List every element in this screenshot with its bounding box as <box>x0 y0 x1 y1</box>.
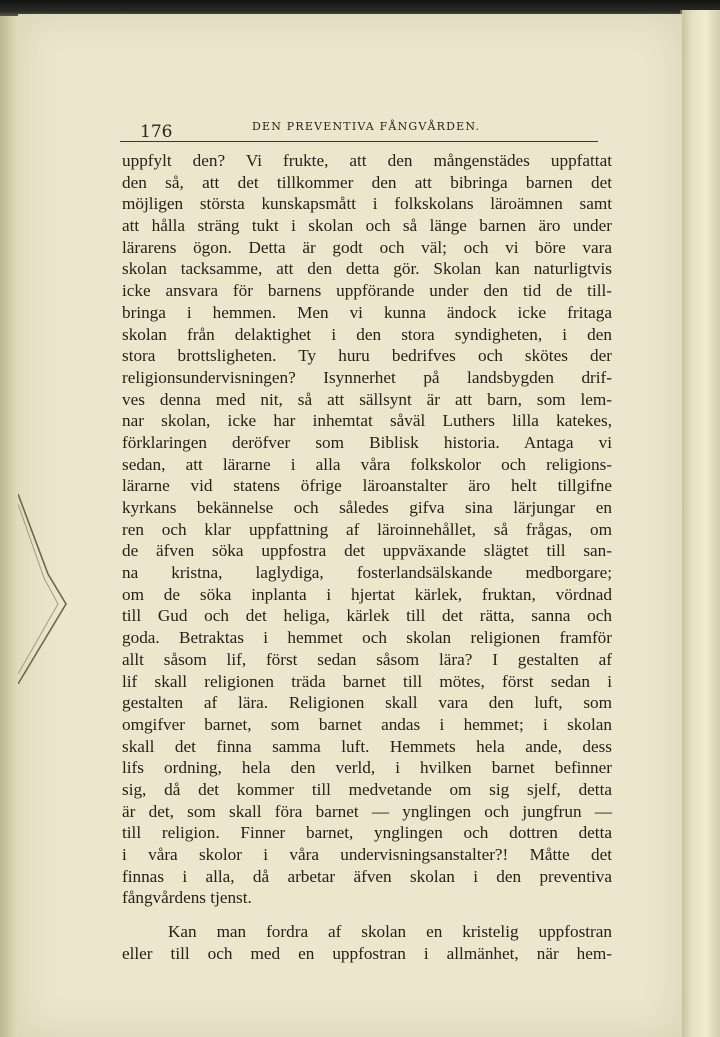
text-line: att hålla sträng tukt i skolan och så länge barnen äro under <box>122 216 612 236</box>
text-line: eller till och med en uppfostran i allmänhet, när hem- <box>122 943 612 963</box>
text-line: omgifver barnet, som barnet andas i hemmet; i skolan <box>122 714 612 734</box>
page-fold-mark <box>18 494 80 684</box>
paragraph-gap <box>122 909 612 921</box>
text-line: till Gud och det heliga, kärlek till det rätta, sanna och <box>122 606 612 626</box>
text-line: Kan man fordra af skolan en kristelig uppfostran <box>168 922 612 942</box>
text-line: allt såsom lif, först sedan såsom lära? I gestalten af <box>122 649 612 669</box>
text-line: lärarens ögon. Detta är godt och väl; och vi böre vara <box>122 237 612 257</box>
text-line: skall det finna samma luft. Hemmets hela ande, dess <box>122 736 612 756</box>
text-line: goda. Betraktas i hemmet och skolan religionen framför <box>122 628 612 648</box>
text-line: i våra skolor i våra undervisningsanstalter?! Måtte det <box>122 845 612 864</box>
text-line: gestalten af lära. Religionen skall vara den luft, som <box>122 693 612 713</box>
text-line: sedan, att lärarne i alla våra folkskolor och religions- <box>122 454 612 474</box>
text-line: bringa i hemmen. Men vi kunna ändock icke fritaga <box>122 302 612 322</box>
text-line: är det, som skall föra barnet — ynglingen och jungfrun — <box>122 801 612 821</box>
book-right-edge <box>680 10 720 1037</box>
text-line: uppfylt den? Vi frukte, att den mångenstädes uppfattat <box>122 151 612 170</box>
text-line: stora brottsligheten. Ty huru bedrifves och skötes der <box>122 346 612 366</box>
paragraph <box>122 150 612 909</box>
text-line: religionsundervisningen? Isynnerhet på landsbygden drif- <box>122 367 612 387</box>
text-line: icke ansvara för barnens uppförande under den tid de till- <box>122 281 612 301</box>
text-line: förklaringen deröfver som Biblisk historia. Antaga vi <box>122 432 612 452</box>
text-line: kyrkans bekännelse och således gifva sina lärjungar en <box>122 498 612 517</box>
text-line: skolan tacksamme, att den detta gör. Skolan kan naturligtvis <box>122 259 612 279</box>
text-line: sig, då det kommer till medvetande om sig sjelf, detta <box>122 779 612 799</box>
body-text <box>122 150 612 964</box>
text-line: till religion. Finner barnet, ynglingen och dottren detta <box>122 823 612 843</box>
header-rule <box>120 141 598 142</box>
paragraph <box>122 921 612 964</box>
text-line: möjligen största kunskapsmått i folkskolans läroämnen samt <box>122 194 612 214</box>
page-number: 176 <box>140 122 173 142</box>
text-line: de äfven söka uppfostra det uppväxande slägtet till san- <box>122 541 612 561</box>
text-line: finnas i alla, då arbetar äfven skolan i den preventiva <box>122 866 612 886</box>
text-line: lif skall religionen träda barnet till mötes, först sedan i <box>122 671 612 691</box>
text-line: na kristna, laglydiga, fosterlandsälskande medborgare; <box>122 563 612 583</box>
text-line: lärarne vid statens öfrige läroanstalter äro helt tillgifne <box>122 476 612 496</box>
text-line: fångvårdens tjenst. <box>122 888 252 908</box>
text-line: lifs ordning, hela den verld, i hvilken barnet befinner <box>122 758 612 778</box>
running-title: DEN PREVENTIVA FÅNGVÅRDEN. <box>252 120 481 133</box>
text-line: om de söka inplanta i hjertat kärlek, fruktan, vördnad <box>122 584 612 604</box>
text-line: ren och klar uppfattning af läroinnehållet, så frågas, om <box>122 519 612 539</box>
text-line: skolan från delaktighet i den stora syndigheten, i den <box>122 324 612 344</box>
text-line: den så, att det tillkommer den att bibringa barnen det <box>122 172 612 192</box>
running-head <box>120 112 600 142</box>
text-line: ves denna med nit, så att sällsynt är att barn, som lem- <box>122 389 612 409</box>
text-line: nar skolan, icke har inhemtat såväl Luthers lilla katekes, <box>122 411 612 431</box>
